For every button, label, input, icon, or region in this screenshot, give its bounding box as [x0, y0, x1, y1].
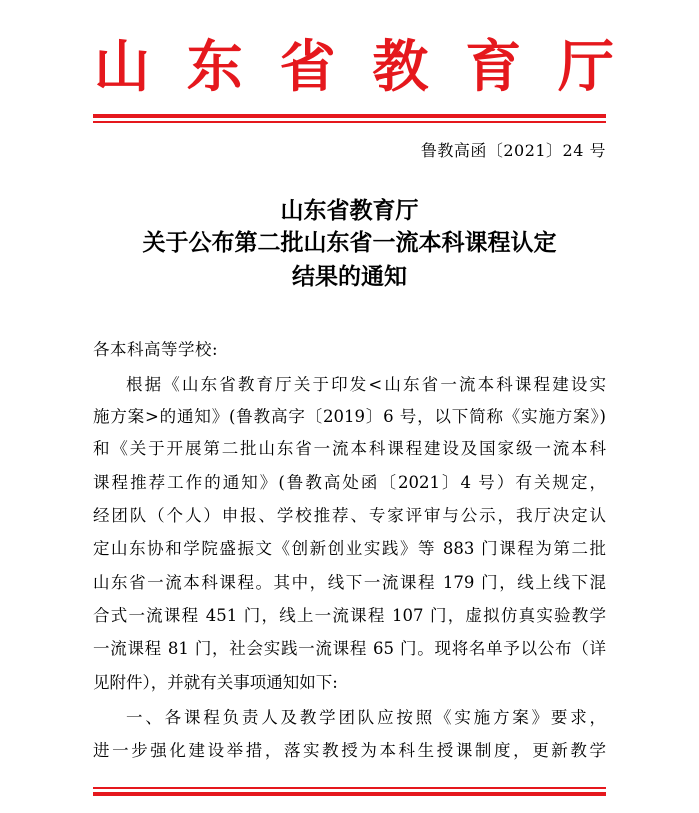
bottom-red-rule-thick [93, 792, 606, 796]
top-red-rule-thin [93, 121, 606, 123]
body-paragraph-line: 根据《山东省教育厅关于印发<山东省一流本科课程建设实 [126, 375, 606, 394]
masthead-char: 省 [279, 34, 336, 100]
title-line-3: 结果的通知 [292, 263, 407, 290]
top-red-rule-thick [93, 114, 606, 118]
title-line-1: 山东省教育厅 [280, 197, 419, 224]
body-paragraph-line: 一流课程 81 门，社会实践一流课程 65 门。现将名单予以公布（详 [93, 639, 606, 658]
masthead [94, 34, 614, 100]
body-paragraph-line: 课程推荐工作的通知》(鲁教高处函〔2021〕4 号）有关规定， [93, 473, 606, 492]
title-line-2: 关于公布第二批山东省一流本科课程认定 [142, 229, 557, 256]
masthead-char: 育 [465, 34, 522, 100]
body-paragraph-line: 进一步强化建设举措，落实教授为本科生授课制度，更新教学 [93, 741, 606, 760]
body-paragraph-line: 施方案>的通知》(鲁教高字〔2019〕6 号，以下简称《实施方案》) [93, 407, 606, 426]
masthead-char: 厅 [557, 34, 614, 100]
body-paragraph-line: 见附件），并就有关事项通知如下: [93, 673, 338, 692]
masthead-char: 山 [94, 34, 150, 100]
body-paragraph-line: 山东省一流本科课程。其中，线下一流课程 179 门，线上线下混 [93, 573, 606, 592]
body-paragraph-line: 经团队（个人）申报、学校推荐、专家评审与公示，我厅决定认 [93, 506, 606, 525]
body-paragraph-line: 定山东协和学院盛振文《创新创业实践》等 883 门课程为第二批 [93, 539, 606, 558]
body-paragraph-line: 和《关于开展第二批山东省一流本科课程建设及国家级一流本科 [93, 439, 606, 458]
document-number: 鲁教高函〔2021〕24 号 [420, 141, 606, 160]
body-paragraph-line: 合式一流课程 451 门，线上一流课程 107 门，虚拟仿真实验教学 [93, 606, 606, 625]
bottom-red-rule-thin [93, 787, 606, 789]
body-paragraph-line: 一、各课程负责人及教学团队应按照《实施方案》要求， [126, 708, 606, 727]
masthead-char: 东 [186, 34, 243, 100]
masthead-char: 教 [372, 34, 429, 100]
salutation: 各本科高等学校: [93, 340, 219, 359]
